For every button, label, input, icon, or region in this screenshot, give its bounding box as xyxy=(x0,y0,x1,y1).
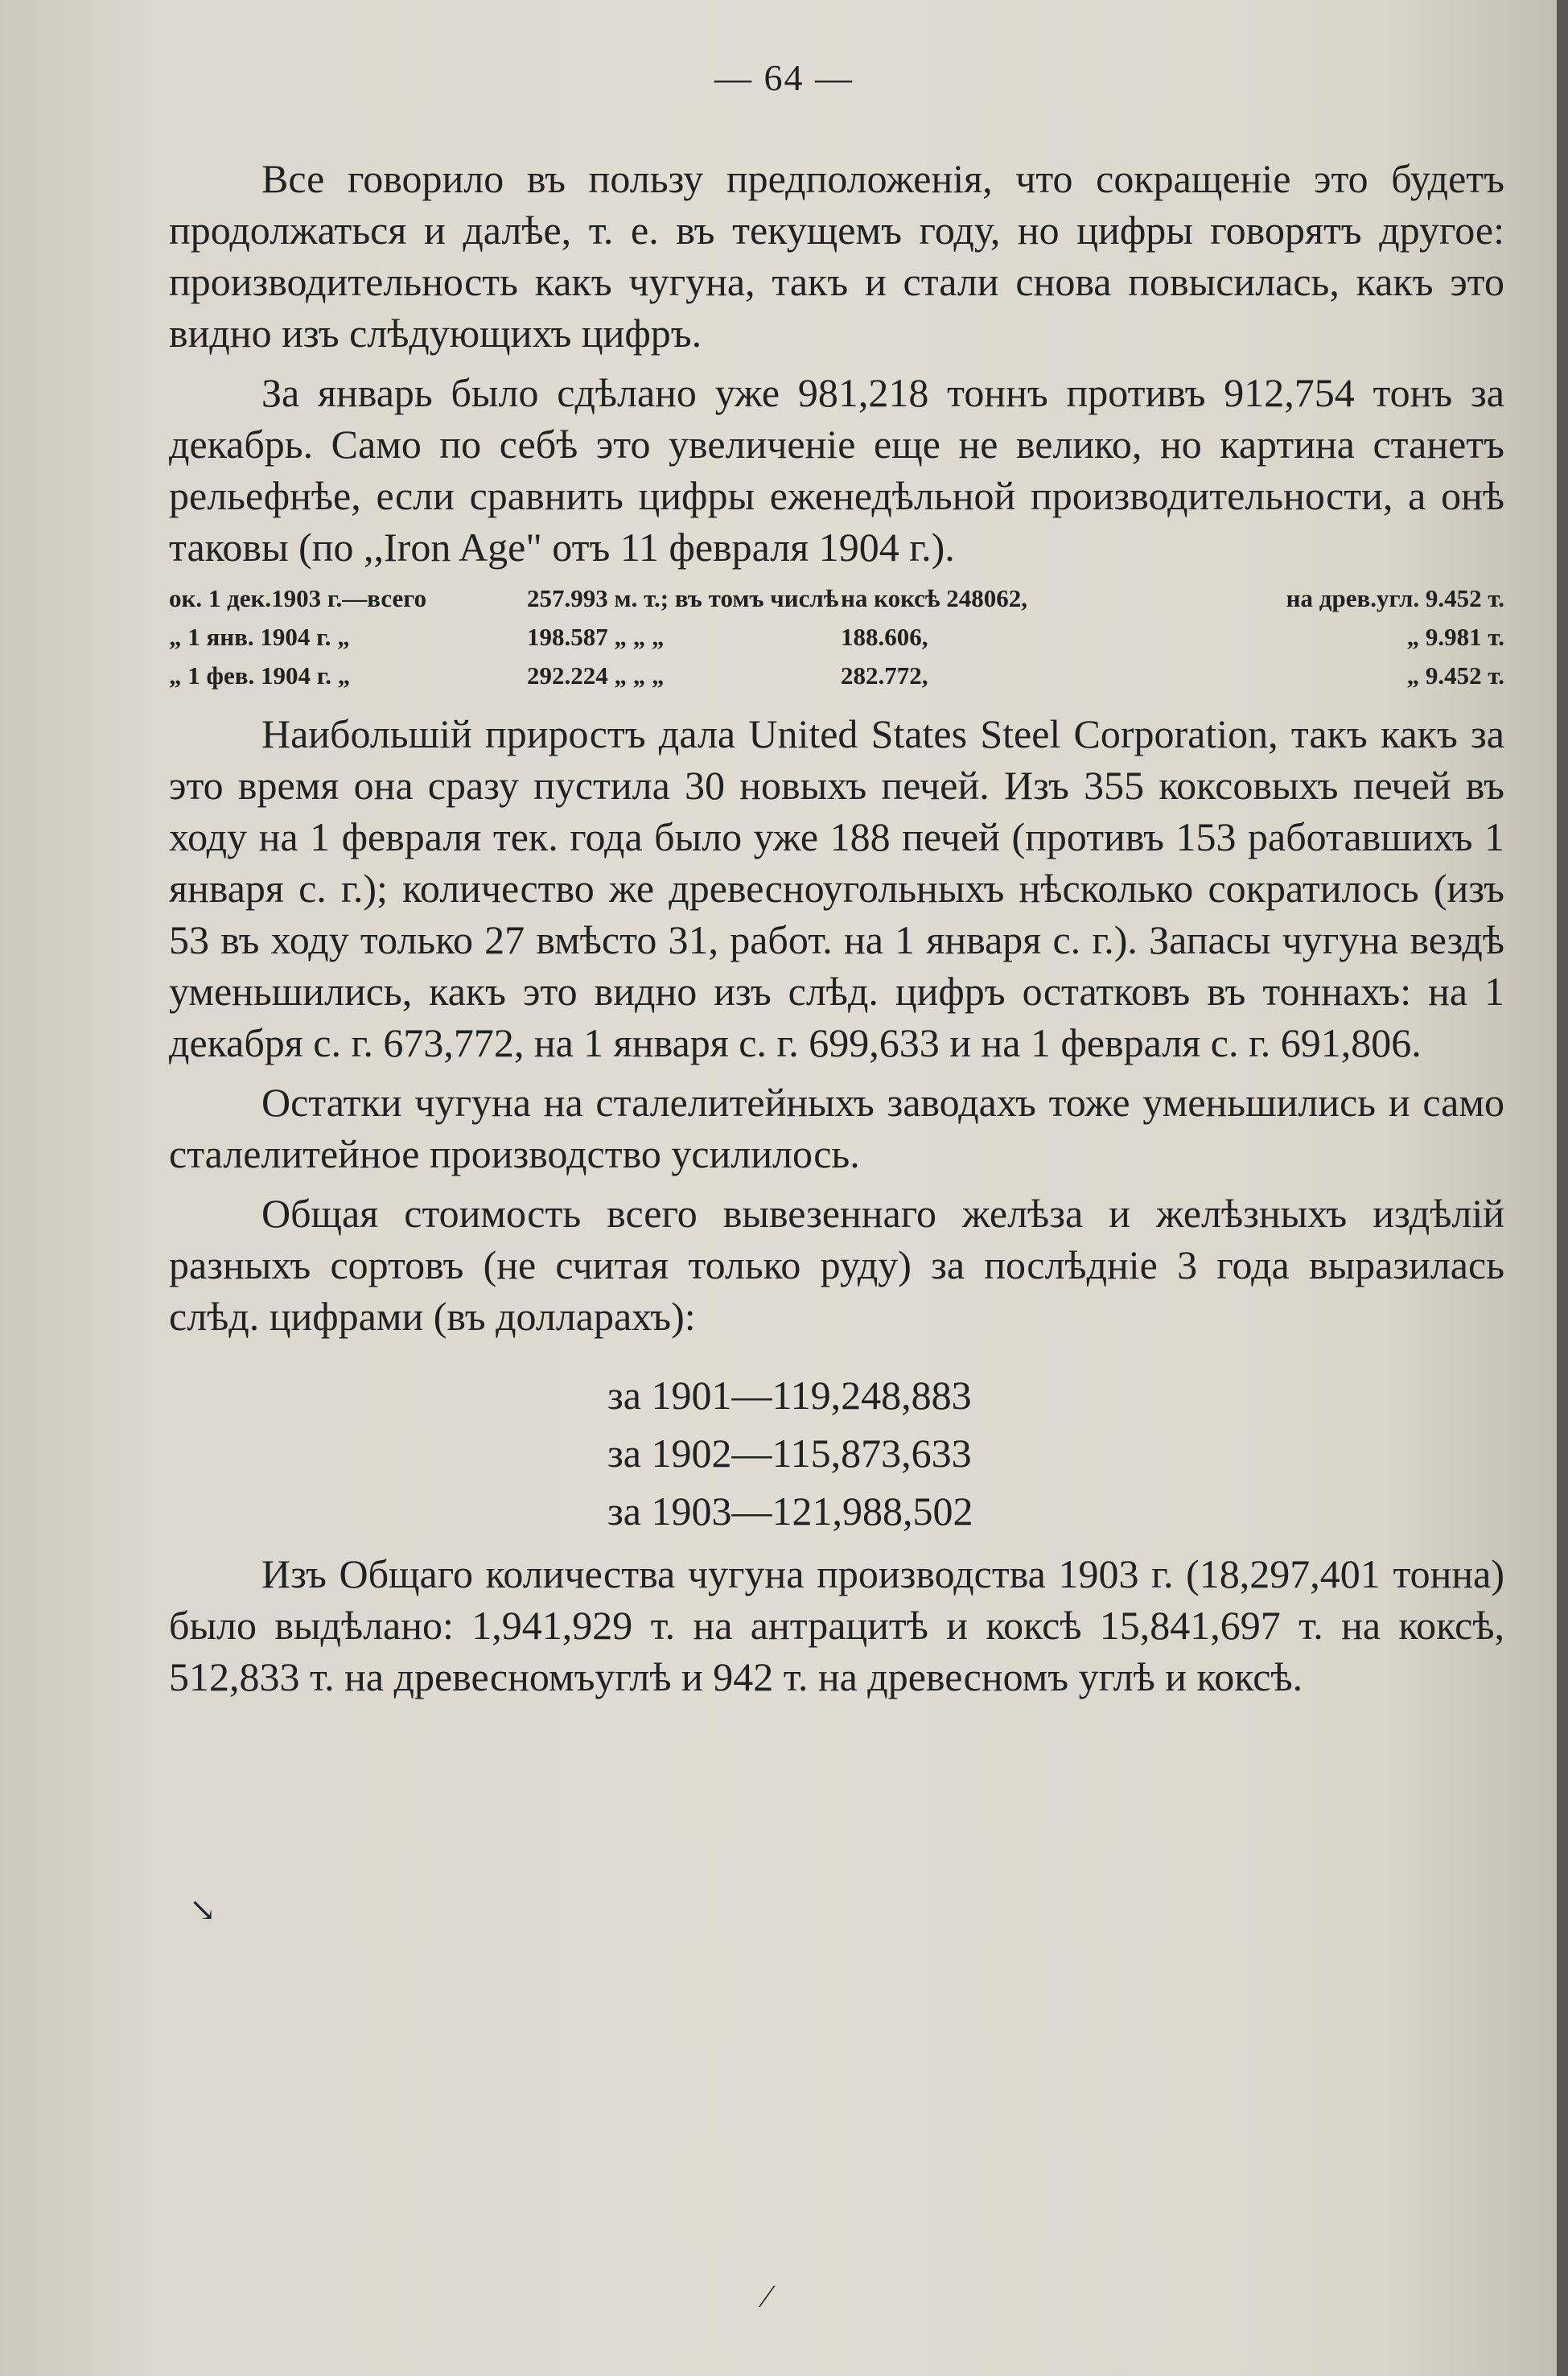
production-table xyxy=(169,579,1504,695)
total-line: за 1902—115,873,633 xyxy=(607,1431,972,1476)
table-cell: „ 1 янв. 1904 г. „ xyxy=(169,623,350,651)
paragraph-5: Общая стоимость всего вывезеннаго желѣза и желѣзныхъ издѣлій разныхъ сортовъ (не считая только руду) за послѣдніе 3 года выразилась слѣд. цифрами (въ долларахъ): xyxy=(169,1191,1504,1339)
table-cell: 257.993 м. т.; въ томъ числѣ xyxy=(527,584,839,612)
paragraph-6: Изъ Общаго количества чугуна производства 1903 г. (18,297,401 тонна) было выдѣлано: 1,941,929 т. на антрацитѣ и коксѣ 15,841,697 т. на коксѣ, 512,833 т. на древесномъуглѣ и 942 т. на древесномъ углѣ и коксѣ. xyxy=(169,1551,1504,1699)
table-cell: „ 9.452 т. xyxy=(1406,661,1504,690)
page-body xyxy=(169,153,1504,1703)
table-cell: на коксѣ 248062, xyxy=(841,584,1028,612)
paragraph-1: Все говорило въ пользу предположенія, что сокращеніе это будетъ продолжаться и далѣе, т. е. въ текущемъ году, но цифры говорятъ другое: производительность какъ чугуна, такъ и стали снова повысилась, какъ это видно изъ слѣдующихъ цифръ. xyxy=(169,156,1504,356)
table-cell: „ 9.981 т. xyxy=(1406,623,1504,651)
paragraph-2: За январь было сдѣлано уже 981,218 тоннъ противъ 912,754 тонъ за декабрь. Само по себѣ это увеличеніе еще не велико, но картина станетъ рельефнѣе, если сравнить цифры еженедѣльной производительности, а онѣ таковы (по ,,Iron Age" отъ 11 февраля 1904 г.). xyxy=(169,370,1504,570)
table-cell: на древ.угл. 9.452 т. xyxy=(1286,584,1504,612)
table-cell: 188.606, xyxy=(841,623,928,651)
table-row xyxy=(169,618,1504,657)
page-number: — 64 — xyxy=(714,57,854,98)
table-cell: 282.772, xyxy=(841,661,928,690)
table-cell: „ 1 фев. 1904 г. „ xyxy=(169,661,351,690)
table-cell: 198.587 „ „ „ xyxy=(527,623,665,651)
ink-speck: ↘ xyxy=(189,1892,216,1928)
table-row xyxy=(169,657,1504,695)
table-cell: 292.224 „ „ „ xyxy=(527,661,665,690)
export-totals xyxy=(169,1366,1504,1540)
paragraph-4: Остатки чугуна на сталелитейныхъ заводахъ тоже уменьшились и само сталелитейное производство усилилось. xyxy=(169,1080,1504,1176)
table-row xyxy=(169,579,1504,618)
paragraph-3: Наибольшій приростъ дала United States Steel Corporation, такъ какъ за это время она сразу пустила 30 новыхъ печей. Изъ 355 коксовыхъ печей въ ходу на 1 февраля тек. года было уже 188 печей (противъ 153 работавшихъ 1 января с. г.); количество же древесноугольныхъ нѣсколько сократилось (изъ 53 въ ходу только 27 вмѣсто 31, работ. на 1 января с. г.). Запасы чугуна вездѣ уменьшились, какъ это видно изъ слѣд. цифръ остатковъ въ тоннахъ: на 1 декабря с. г. 673,772, на 1 января с. г. 699,633 и на 1 февраля с. г. 691,806. xyxy=(169,711,1504,1065)
ink-speck: ∕ xyxy=(764,2278,770,2314)
total-line: за 1901—119,248,883 xyxy=(607,1373,972,1418)
book-spine-shadow xyxy=(1557,0,1568,2376)
table-cell: ок. 1 дек.1903 г.—всего xyxy=(169,584,427,612)
total-line: за 1903—121,988,502 xyxy=(607,1489,973,1534)
